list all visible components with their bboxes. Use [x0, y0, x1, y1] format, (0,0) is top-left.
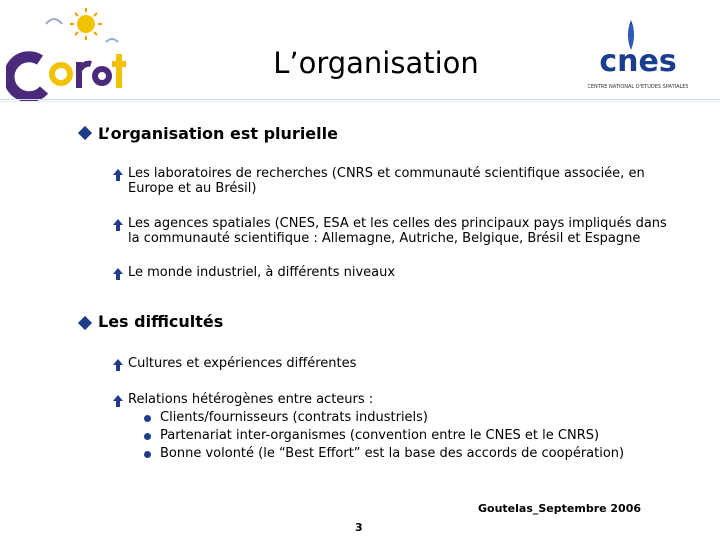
list-item — [128, 392, 373, 407]
dot-bullet-icon — [144, 433, 151, 440]
arrow-bullet-icon — [112, 218, 124, 232]
sub-list-item: Partenariat inter-organismes (convention entre le CNES et le CNRS) — [160, 428, 600, 443]
title-divider-shadow — [0, 101, 720, 102]
slide-title: L’organisation — [273, 46, 479, 80]
list-item-line: Cultures et expériences différentes — [128, 356, 357, 371]
cnes-logo — [588, 16, 688, 94]
section-heading-difficultes: Les difficultés — [98, 312, 224, 331]
list-item — [128, 265, 395, 280]
svg-text:cnes: cnes — [599, 44, 677, 79]
svg-text:CENTRE NATIONAL D'ETUDES SPATI: CENTRE NATIONAL D'ETUDES SPATIALES — [588, 84, 688, 90]
section-heading-organisation: L’organisation est plurielle — [98, 124, 338, 143]
arrow-bullet-icon — [112, 394, 124, 408]
sub-list-item: Bonne volonté (le “Best Effort” est la base des accords de coopération) — [160, 446, 625, 461]
list-item-line: Les agences spatiales (CNES, ESA et les celles des principaux pays impliqués dans — [128, 216, 667, 231]
arrow-bullet-icon — [112, 358, 124, 372]
list-item-line: Relations hétérogènes entre acteurs : — [128, 392, 374, 407]
list-item-line: la communauté scientifique : Allemagne, Autriche, Belgique, Brésil et Espagne — [128, 231, 641, 246]
dot-bullet-icon — [144, 415, 151, 422]
dot-bullet-icon — [144, 451, 151, 458]
arrow-bullet-icon — [112, 267, 124, 281]
list-item-line: Le monde industriel, à différents niveaux — [128, 265, 396, 280]
diamond-bullet-icon — [78, 126, 92, 140]
sub-list-item: Clients/fournisseurs (contrats industriels) — [160, 410, 429, 425]
list-item — [128, 216, 667, 246]
list-item-line: Les laboratoires de recherches (CNRS et communauté scientifique associée, en — [128, 166, 645, 181]
diamond-bullet-icon — [78, 316, 92, 330]
arrow-bullet-icon — [112, 168, 124, 182]
title-divider — [0, 99, 720, 100]
page-number: 3 — [355, 521, 363, 534]
list-item — [128, 356, 356, 371]
footer-event: Goutelas_Septembre 2006 — [478, 502, 642, 515]
list-item-line: Europe et au Brésil) — [128, 181, 257, 196]
list-item — [128, 166, 645, 196]
